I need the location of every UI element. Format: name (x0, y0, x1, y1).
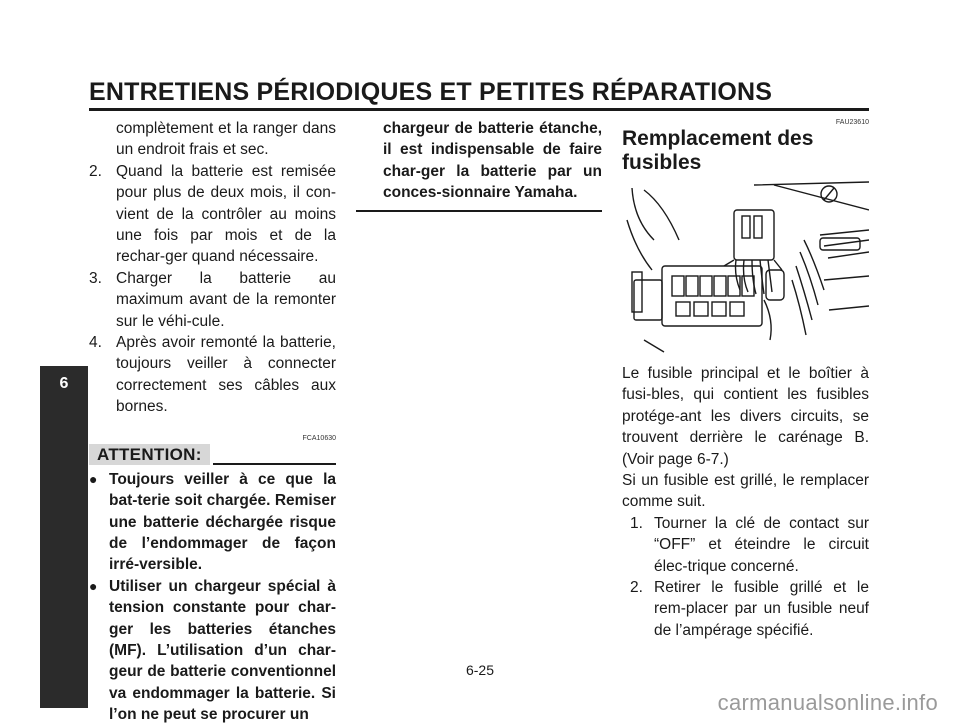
attention-continued-text: chargeur de batterie étanche, il est indispensable de faire char-ger la batterie par un conces-sionnaire Yamaha. (383, 120, 602, 202)
attention-code: FCA10630 (302, 434, 336, 442)
list-item (89, 161, 336, 268)
fuse-box-illustration (624, 180, 869, 353)
list-item (89, 332, 336, 418)
attention-rule (213, 463, 336, 465)
bullet-icon: ● (89, 577, 98, 594)
bullet-icon: ● (89, 470, 98, 487)
section-code: FAU23610 (835, 119, 869, 126)
list-item-number: 1. (630, 514, 643, 532)
left-column (89, 118, 336, 726)
attention-header (89, 444, 336, 465)
attention-end-rule (356, 210, 602, 212)
fuse-location-paragraph: Le fusible principal et le boîtier à fusi-bles, qui contient les fusibles protége-ant les divers circuits, se trouvent derrière le carénage B. (Voir page 6-7.) (622, 365, 869, 468)
chapter-number: 6 (59, 375, 69, 392)
list-item (622, 577, 869, 641)
header-rule (89, 108, 869, 111)
bullet-text: Toujours veiller à ce que la bat-terie soit chargée. Remiser une batterie déchargée risque de l’endommager de façon irré-versible. (109, 470, 336, 574)
list-item-text: Après avoir remonté la batterie, toujours veiller à connecter correctement ses câbles aux bornes. (116, 334, 336, 416)
list-item-text: Retirer le fusible grillé et le rem-placer par un fusible neuf de l’ampérage spécifié. (654, 579, 869, 639)
chapter-tab (40, 366, 88, 708)
section-title: Remplacement des fusibles (622, 127, 814, 174)
list-item-text: Tourner la clé de contact sur “OFF” et éteindre le circuit élec-trique concerné. (654, 514, 869, 575)
watermark: carmanualsonline.info (717, 690, 938, 715)
intro-text: complètement et la ranger dans un endroit frais et sec. (116, 120, 336, 159)
page-number: 6-25 (465, 662, 495, 678)
middle-column (356, 118, 602, 212)
bullet-item (89, 576, 336, 726)
list-item-text: Charger la batterie au maximum avant de la remonter sur le véhi-cule. (116, 269, 336, 330)
bullet-item (89, 469, 336, 576)
list-item-number: 3. (89, 269, 102, 287)
list-item-number: 4. (89, 334, 102, 352)
list-item (89, 268, 336, 332)
list-item-number: 2. (89, 162, 102, 180)
list-item-text: Quand la batterie est remisée pour plus de deux mois, il con-vient de la contrôler au moins une fois par mois et de la rechar-ger quand nécessaire. (116, 162, 336, 266)
list-item (622, 513, 869, 577)
fuse-box-diagram (624, 180, 869, 353)
fuse-replace-intro: Si un fusible est grillé, le remplacer comme suit. (622, 472, 869, 511)
list-item-number: 2. (630, 579, 643, 597)
bullet-text: Utiliser un chargeur spécial à tension constante pour char-ger les batteries étanches (MF). L’utilisation d’un char-geur de batterie conventionnel va endommager la batterie. Si l’on ne peut se procurer un (109, 577, 336, 724)
page-header-title: ENTRETIENS PÉRIODIQUES ET PETITES RÉPARATIONS (89, 78, 773, 106)
attention-label: ATTENTION: (89, 444, 210, 465)
right-column (622, 118, 869, 641)
